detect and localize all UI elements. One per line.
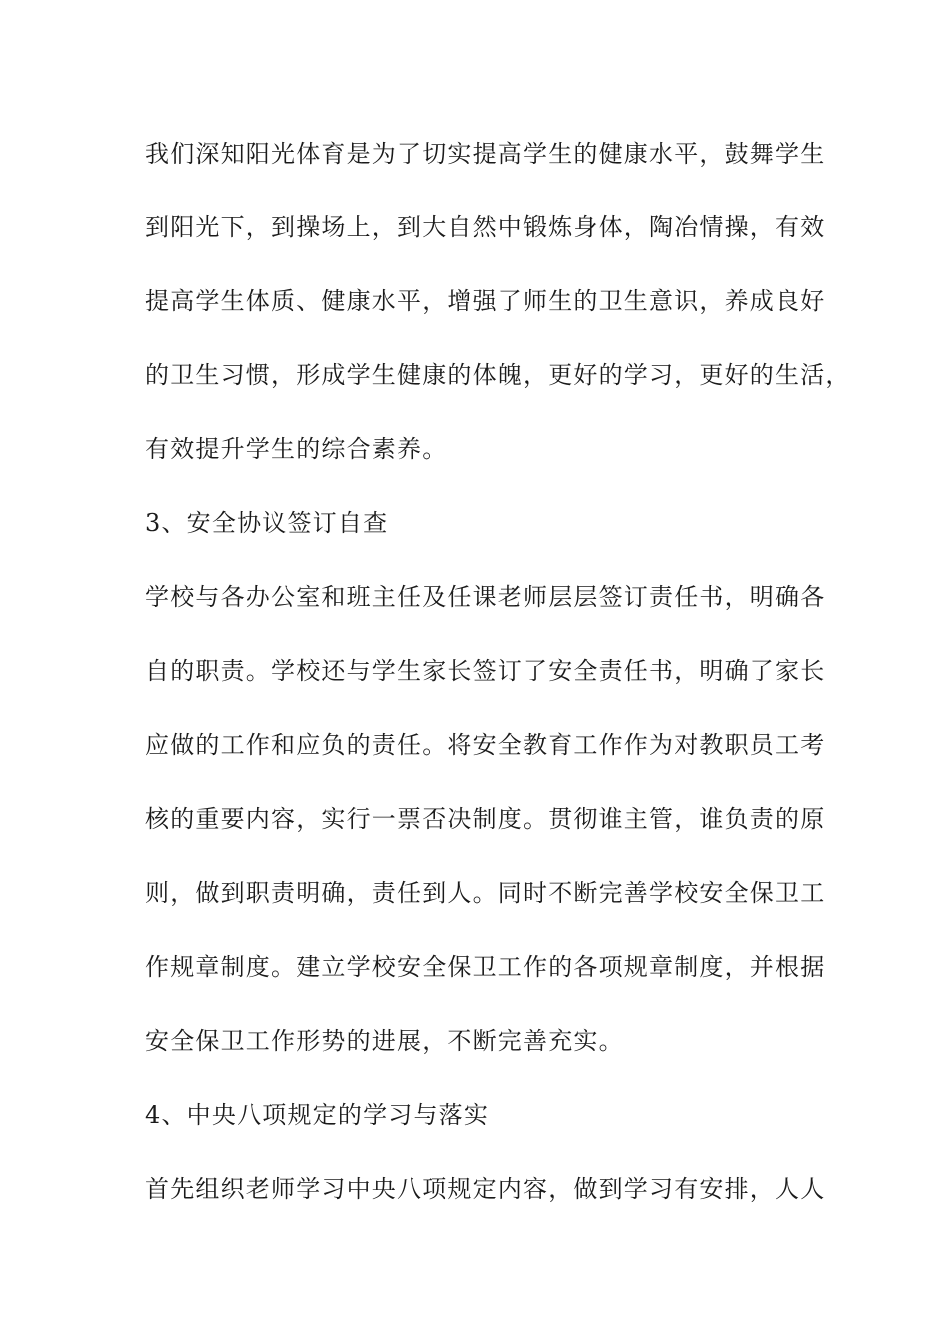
paragraph-line: 安全保卫工作形势的进展，不断完善充实。 xyxy=(145,1027,624,1055)
section-heading: 4、中央八项规定的学习与落实 xyxy=(145,1101,490,1129)
paragraph-line: 首先组织老师学习中央八项规定内容，做到学习有安排，人人 xyxy=(145,1175,826,1203)
paragraph-line: 应做的工作和应负的责任。将安全教育工作作为对教职员工考 xyxy=(145,731,826,759)
paragraph-line: 到阳光下，到操场上，到大自然中锻炼身体，陶冶情操，有效 xyxy=(145,213,826,241)
paragraph-line: 核的重要内容，实行一票否决制度。贯彻谁主管，谁负责的原 xyxy=(145,805,826,833)
paragraph-line: 我们深知阳光体育是为了切实提高学生的健康水平，鼓舞学生 xyxy=(145,140,826,168)
paragraph-line: 提高学生体质、健康水平，增强了师生的卫生意识，养成良好 xyxy=(145,287,826,315)
paragraph-line: 则，做到职责明确，责任到人。同时不断完善学校安全保卫工 xyxy=(145,879,826,907)
paragraph-line: 自的职责。学校还与学生家长签订了安全责任书，明确了家长 xyxy=(145,657,826,685)
paragraph-line: 作规章制度。建立学校安全保卫工作的各项规章制度，并根据 xyxy=(145,953,826,981)
section-heading: 3、安全协议签订自查 xyxy=(145,509,389,537)
paragraph-line: 学校与各办公室和班主任及任课老师层层签订责任书，明确各 xyxy=(145,583,826,611)
paragraph-line: 的卫生习惯，形成学生健康的体魄，更好的学习，更好的生活， xyxy=(145,361,851,389)
paragraph-line: 有效提升学生的综合素养。 xyxy=(145,435,448,463)
